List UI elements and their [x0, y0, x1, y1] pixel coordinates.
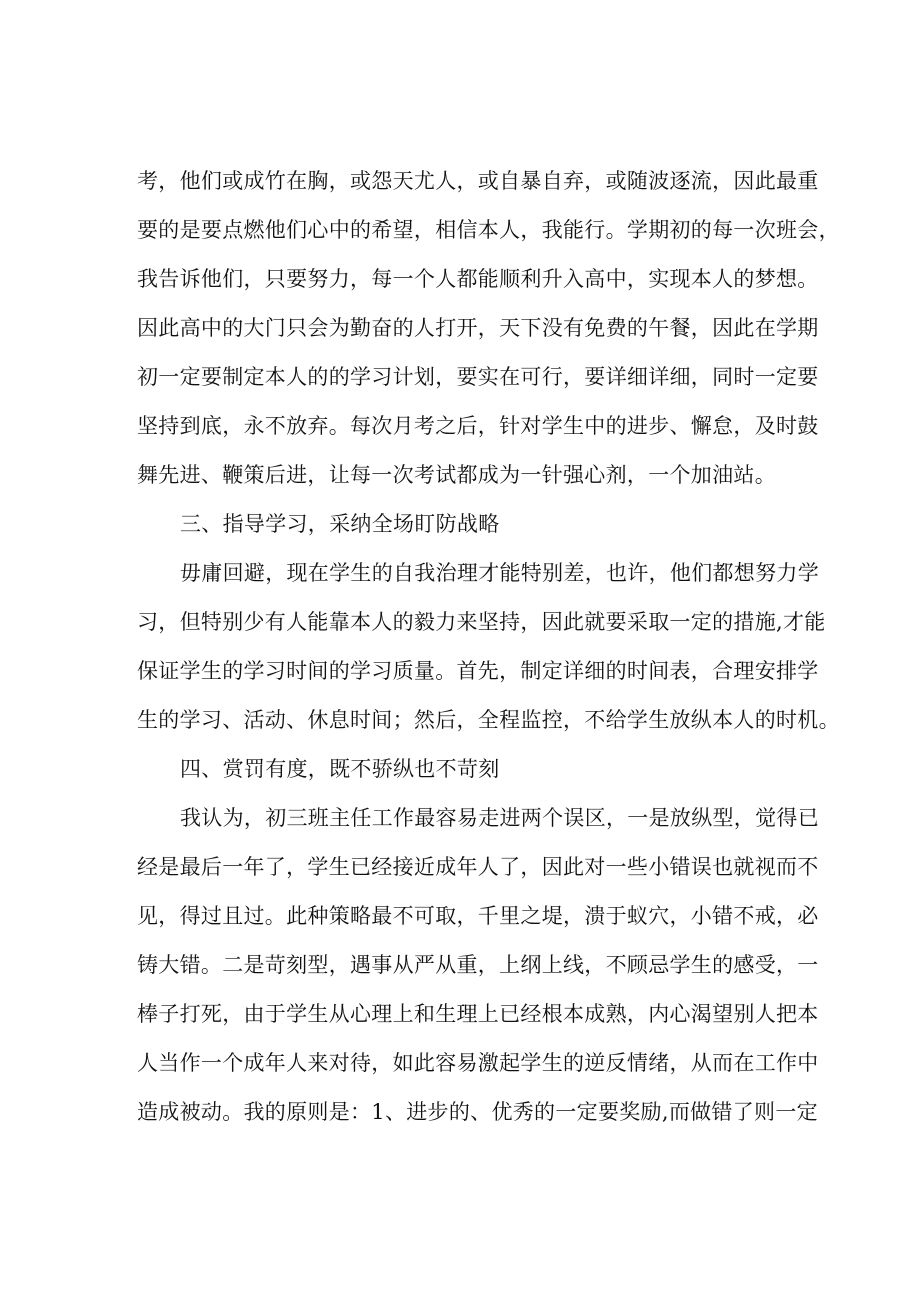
text-line: 经是最后一年了，学生已经接近成年人了，因此对一些小错误也就视而不: [137, 855, 819, 879]
section-heading: 四、赏罚有度，既不骄纵也不苛刻: [180, 757, 500, 781]
text-line: 人当作一个成年人来对待，如此容易激起学生的逆反情绪，从而在工作中: [137, 1051, 819, 1075]
text-line: 铸大错。二是苛刻型，遇事从严从重，上纲上线，不顾忌学生的感受，一: [137, 953, 819, 977]
text-line: 初一定要制定本人的的学习计划，要实在可行，要详细详细，同时一定要: [137, 365, 819, 389]
text-line: 坚持到底，永不放弃。每次月考之后，针对学生中的进步、懈怠，及时鼓: [137, 414, 819, 438]
text-line: 舞先进、鞭策后进，让每一次考试都成为一针强心剂，一个加油站。: [137, 463, 776, 487]
text-line: 棒子打死，由于学生从心理上和生理上已经根本成熟，内心渴望别人把本: [137, 1002, 819, 1026]
text-line: 要的是要点燃他们心中的希望，相信本人，我能行。学期初的每一次班会，: [137, 218, 840, 242]
section-heading: 三、指导学习，采纳全场盯防战略: [180, 512, 500, 536]
text-line: 我认为，初三班主任工作最容易走进两个误区，一是放纵型，觉得已: [180, 806, 819, 830]
text-line: 考，他们或成竹在胸，或怨天尤人，或自暴自弃，或随波逐流，因此最重: [137, 169, 819, 193]
text-line: 造成被动。我的原则是：1、进步的、优秀的一定要奖励,而做错了则一定: [137, 1100, 818, 1124]
text-line: 毋庸回避，现在学生的自我治理才能特别差，也许，他们都想努力学: [180, 561, 819, 585]
text-line: 见，得过且过。此种策略最不可取，千里之堤，溃于蚁穴，小错不戒，必: [137, 904, 819, 928]
text-line: 因此高中的大门只会为勤奋的人打开，天下没有免费的午餐，因此在学期: [137, 316, 819, 340]
text-line: 保证学生的学习时间的学习质量。首先，制定详细的时间表，合理安排学: [137, 659, 819, 683]
text-line: 生的学习、活动、休息时间；然后，全程监控，不给学生放纵本人的时机。: [137, 708, 840, 732]
text-line: 习，但特别少有人能靠本人的毅力来坚持，因此就要采取一定的措施,才能: [137, 610, 826, 634]
text-line: 我告诉他们，只要努力，每一个人都能顺利升入高中，实现本人的梦想。: [137, 267, 819, 291]
